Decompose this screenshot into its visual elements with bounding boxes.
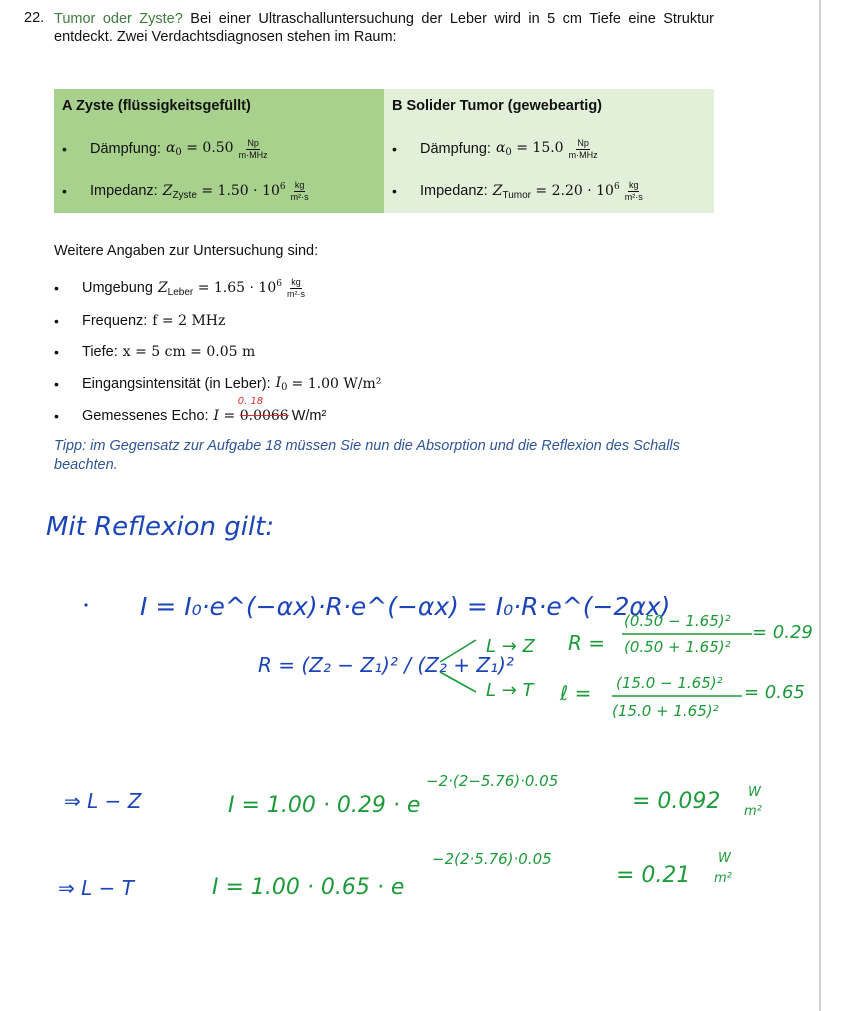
bullet-icon: • [392,183,397,199]
bullet-icon: • [54,408,59,424]
impedance-unit: $\frac{kg}{\text{m²·s}}$ [624,179,643,202]
heading-text: Mit Reflexion gilt: [46,512,275,542]
calc1-unit-den: m² [744,804,762,819]
given-item-environment: • Umgebung $Z_{Leber} = 1.65 \cdot 10^6$ $\frac{kg}{\text{m²·s}}$ [54,276,305,299]
bullet-icon: • [392,141,397,157]
impedance-unit: $\frac{kg}{\text{m²·s}}$ [286,276,305,299]
calc1-unit-num: W [748,785,761,800]
question-title: Tumor oder Zyste? [54,11,183,27]
struck-echo-value: 0.0066 [239,408,289,424]
r1-numerator: (0.50 − 1.65)² [624,612,731,630]
calc2-unit-num: W [718,851,731,866]
r2-denominator: (15.0 + 1.65)² [612,702,719,720]
given-item-depth: • Tiefe: x = 5 cm = 0.05 m [54,344,256,360]
r2-result: = 0.65 [744,682,805,703]
given-item-frequency: • Frequenz: f = 2 MHz [54,313,226,329]
option-a-damping: • Dämpfung: $\alpha_0 = 0.50$ $\frac{Np}{\text{m·MHz}}$ [62,137,268,160]
option-a-impedance: • Impedanz: $Z_{Zyste} = 1.50 \cdot 10^6$ $\frac{kg}{\text{m²·s}}$ [62,179,309,202]
bullet-icon: • [54,376,59,392]
option-b-damping: • Dämpfung: $\alpha_0 = 15.0$ $\frac{Np}{\text{m·MHz}}$ [392,137,598,160]
given-intro: Weitere Angaben zur Untersuchung sind: [54,243,319,259]
r1-result: = 0.29 [752,622,813,643]
calc1-label: ⇒ L − Z [64,789,142,813]
r2-numerator: (15.0 − 1.65)² [616,674,723,692]
calc1-exponent: −2·(2−5.76)·0.05 [426,772,559,790]
question-number: 22. [24,10,45,26]
calc2-label: ⇒ L − T [58,876,134,900]
question-body: Bei einer Ultraschalluntersuchung der Leber wird in 5 cm Tiefe eine Struktur entdeckt. Zwei Verdachtsdiagnosen stehen im Raum: [54,11,714,45]
calc2-expression: I = 1.00 · 0.65 · e [212,875,405,900]
bullet-icon: • [54,313,59,329]
option-b-title: B Solider Tumor (gewebeartig) [392,98,603,114]
option-a-title: A Zyste (flüssigkeitsgefüllt) [62,98,251,114]
damping-unit: $\frac{Np}{\text{m·MHz}}$ [238,137,268,160]
handwritten-heading [46,512,274,542]
echo-correction: 0. 18 [237,396,264,407]
svg-text:ℓ =: ℓ = [560,681,592,705]
svg-text:R =: R = [568,631,606,655]
reflection-formula: R = (Z₂ − Z₁)² / (Z₂ + Z₁)² [258,653,514,677]
r1-denominator: (0.50 + 1.65)² [624,638,731,656]
given-item-measured-echo: • Gemessenes Echo: I = 0.0066 0. 18 W/m² [54,396,327,424]
branch-liver-tumor: L → T [486,680,534,701]
damping-unit: $\frac{Np}{\text{m·MHz}}$ [568,137,598,160]
impedance-unit: $\frac{kg}{\text{m²·s}}$ [290,179,309,202]
calc2-exponent: −2(2·5.76)·0.05 [432,850,552,868]
bullet-icon: • [62,141,67,157]
bullet-icon: • [54,344,59,360]
calc1-result: = 0.092 [632,789,721,814]
calc1-expression: I = 1.00 · 0.29 · e [228,793,421,818]
hw-dot [84,603,87,606]
tip-text: Tipp: im Gegensatz zur Aufgabe 18 müssen Sie nun die Absorption und die Reflexion des Schalls beachten. [54,438,680,473]
branch-liver-cyst: L → Z [486,636,535,657]
calc2-result: = 0.21 [616,863,691,888]
option-b-impedance: • Impedanz: $Z_{Tumor} = 2.20 \cdot 10^6$ $\frac{kg}{\text{m²·s}}$ [392,179,643,202]
given-item-input-intensity: • Eingangsintensität (in Leber): $I_0$ = 1.00 W/m² [54,375,382,393]
calc2-unit-den: m² [714,871,732,886]
bullet-icon: • [62,183,67,199]
bullet-icon: • [54,280,59,296]
intensity-formula: I = I₀·e^(−αx)·R·e^(−αx) = I₀·R·e^(−2αx) [140,592,671,621]
